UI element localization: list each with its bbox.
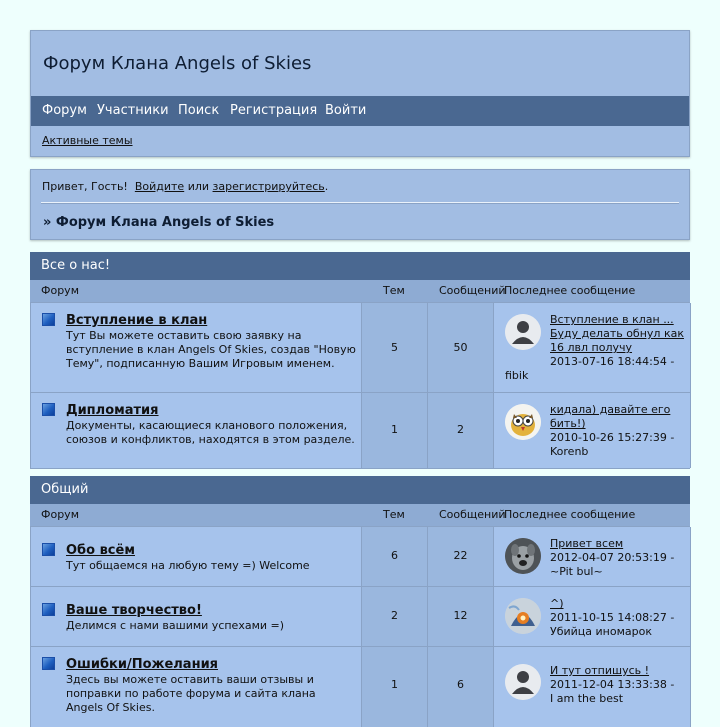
category-title: Все о нас! xyxy=(41,258,111,273)
last-post-author: ~Pit bul~ xyxy=(550,565,603,578)
dog-avatar-icon xyxy=(505,538,541,574)
forum-icon xyxy=(42,657,55,670)
welcome-panel xyxy=(30,169,690,240)
forum-title-link[interactable]: Дипломатия xyxy=(66,403,159,418)
last-post-date: 2013-07-16 18:44:54 - xyxy=(550,355,675,368)
last-post-link[interactable]: ^) xyxy=(550,597,564,610)
nav-register[interactable]: Регистрация xyxy=(230,103,318,118)
nav-members[interactable]: Участники xyxy=(97,103,169,118)
last-post-date: 2011-12-04 13:33:38 - xyxy=(550,678,675,691)
topic-count: 2 xyxy=(391,609,398,622)
forum-row xyxy=(30,526,690,587)
topic-count: 1 xyxy=(391,678,398,691)
breadcrumb: » Форум Клана Angels of Skies xyxy=(43,215,275,230)
post-count: 6 xyxy=(457,678,464,691)
welcome-divider xyxy=(41,202,679,204)
last-post-link[interactable]: И тут отпишусь ! xyxy=(550,664,650,677)
col-forum: Форум xyxy=(41,284,79,297)
site-title: Форум Клана Angels of Skies xyxy=(43,53,312,74)
col-last-post: Последнее сообщение xyxy=(504,284,636,297)
welcome-message xyxy=(42,180,328,193)
register-link[interactable]: зарегистрируйтесь xyxy=(212,180,325,193)
last-post-link[interactable]: кидала) давайте его бить!) xyxy=(550,403,671,430)
owl-avatar-icon xyxy=(505,404,541,440)
forum-title-link[interactable]: Ваше творчество! xyxy=(66,603,202,618)
login-link[interactable]: Войдите xyxy=(134,180,185,193)
active-topics-link[interactable]: Активные темы xyxy=(42,134,133,147)
forum-row xyxy=(30,646,690,727)
forum-title-link[interactable]: Обо всём xyxy=(66,543,135,558)
category-header-general xyxy=(30,476,690,504)
forum-row xyxy=(30,392,690,469)
nav-search[interactable]: Поиск xyxy=(178,103,220,118)
nav-forum[interactable]: Форум xyxy=(42,103,87,118)
forum-description: Здесь вы можете оставить ваши отзывы и поправки по работе форума и сайта клана Angels Of Skies. xyxy=(66,673,316,714)
col-forum: Форум xyxy=(41,508,79,521)
post-count: 50 xyxy=(453,341,468,354)
post-count: 12 xyxy=(453,609,468,622)
col-topics: Тем xyxy=(383,508,405,521)
last-post-link[interactable]: Привет всем xyxy=(550,537,624,550)
col-posts: Сообщений xyxy=(439,284,506,297)
forum-title-link[interactable]: Ошибки/Пожелания xyxy=(66,657,219,672)
topic-count: 5 xyxy=(391,341,398,354)
forum-row xyxy=(30,586,690,647)
post-count: 22 xyxy=(453,549,468,562)
forum-description: Документы, касающиеся кланового положения, союзов и конфликтов, находятся в этом разделе. xyxy=(66,419,355,446)
col-topics: Тем xyxy=(383,284,405,297)
greeting-text: Привет, Гость! xyxy=(42,180,128,193)
col-posts: Сообщений xyxy=(439,508,506,521)
forum-icon xyxy=(42,313,55,326)
forum-description: Тут Вы можете оставить свою заявку на вступление в клан Angels Of Skies, создав "Новую Тему", подписанную Вашим Игровым именем. xyxy=(66,329,356,370)
col-last-post: Последнее сообщение xyxy=(504,508,636,521)
user-avatar-icon xyxy=(505,664,541,700)
category-header-about xyxy=(30,252,690,280)
column-headers xyxy=(30,280,690,302)
topic-count: 1 xyxy=(391,423,398,436)
forum-icon xyxy=(42,403,55,416)
last-post-date: 2012-04-07 20:53:19 - xyxy=(550,551,675,564)
forum-icon xyxy=(42,543,55,556)
main-navigation xyxy=(31,96,689,126)
last-post-author: Убийца иномарок xyxy=(550,625,652,638)
column-headers xyxy=(30,504,690,526)
user-avatar-icon xyxy=(505,314,541,350)
robot-avatar-icon xyxy=(505,598,541,634)
category-title: Общий xyxy=(41,482,89,497)
last-post-link[interactable]: Вступление в клан ... Буду делать обнул как 16 лвл получу xyxy=(550,313,684,354)
last-post-author: Korenb xyxy=(550,445,589,458)
forum-icon xyxy=(42,603,55,616)
forum-description: Тут общаемся на любую тему =) Welcome xyxy=(66,559,310,572)
last-post-date: 2010-10-26 15:27:39 - xyxy=(550,431,675,444)
last-post-author: fibik xyxy=(505,369,529,382)
last-post-author: I am the best xyxy=(550,692,624,705)
forum-row xyxy=(30,302,690,393)
or-text: или xyxy=(187,180,210,193)
last-post-date: 2011-10-15 14:08:27 - xyxy=(550,611,675,624)
forum-title-link[interactable]: Вступление в клан xyxy=(66,313,208,328)
nav-login[interactable]: Войти xyxy=(325,103,367,118)
period-text: . xyxy=(324,180,329,193)
forum-description: Делимся с нами вашими успехами =) xyxy=(66,619,285,632)
forum-header xyxy=(30,30,690,157)
post-count: 2 xyxy=(457,423,464,436)
topic-count: 6 xyxy=(391,549,398,562)
